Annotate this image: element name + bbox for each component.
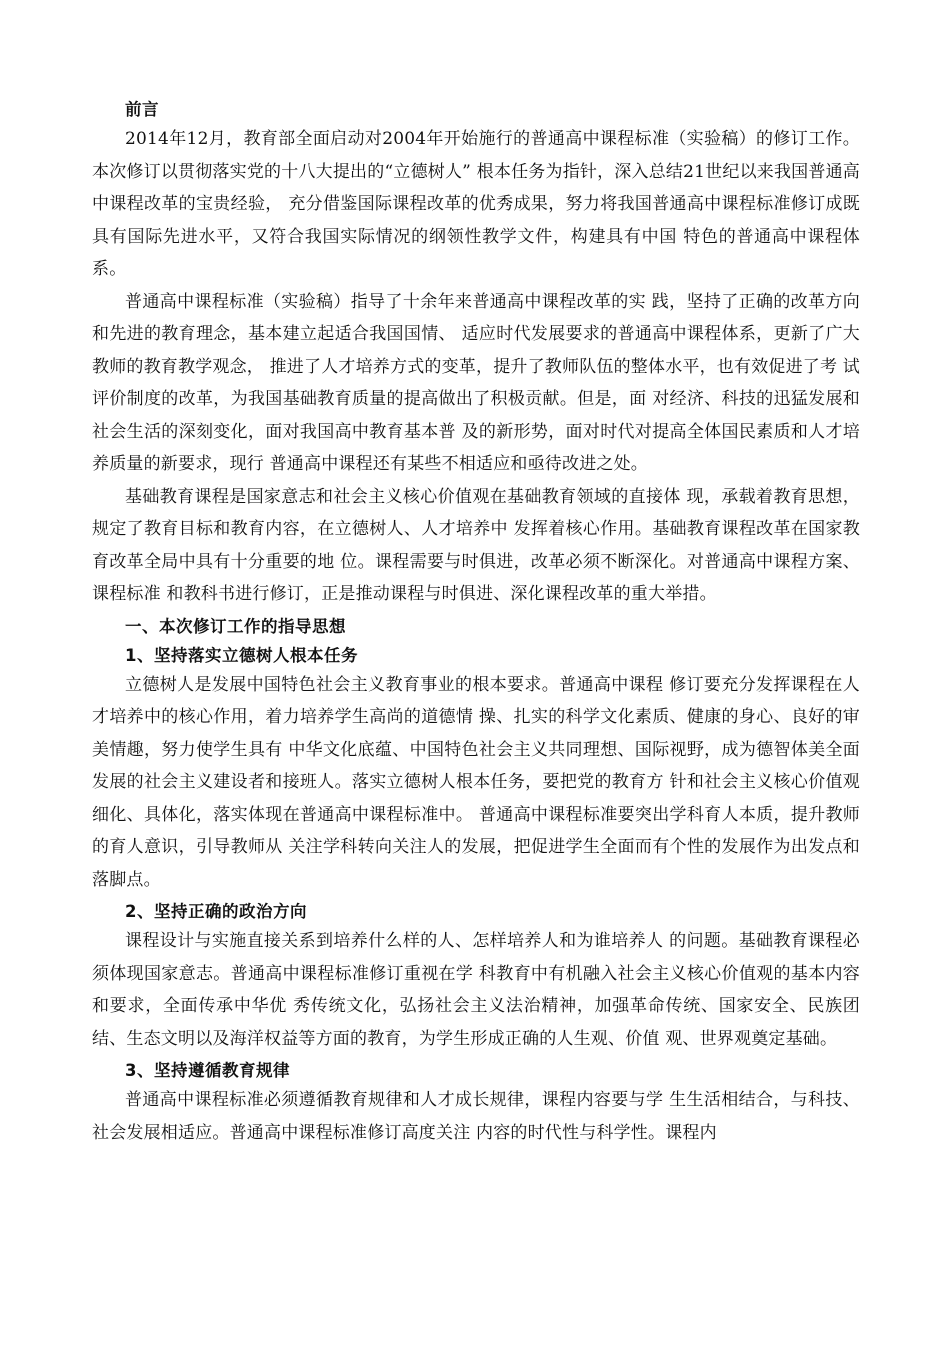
paragraph-5: 课程设计与实施直接关系到培养什么样的人、怎样培养人和为谁培养人 的问题。基础教育课程必须体现国家意志。普通高中课程标准修订重视在学 科教育中有机融入社会主义核心价值观的基本内容和要求，全面传承中华优 秀传统文化，弘扬社会主义法治精神，加强革命传统、国家安全、民族团 结、生态文明以及海洋权益等方面的教育，为学生形成正确的人生观、价值 观、世界观奠定基础。 — [92, 931, 860, 1049]
document-title: 前言 — [125, 100, 159, 119]
paragraph-4: 立德树人是发展中国特色社会主义教育事业的根本要求。普通高中课程 修订要充分发挥课程在人才培养中的核心作用，着力培养学生高尚的道德情 操、扎实的科学文化素质、健康的身心、良好的审美情趣，努力使学生具有 中华文化底蕴、中国特色社会主义共同理想、国际视野，成为德智体美全面 发展的社会主义建设者和接班人。落实立德树人根本任务，要把党的教育方 针和社会主义核心价值观细化、具体化，落实体现在普通高中课程标准中。 普通高中课程标准要突出学科育人本质，提升教师的育人意识，引导教师从 关注学科转向关注人的发展，把促进学生全面而有个性的发展作为出发点和 落脚点。 — [92, 674, 860, 890]
subsection-heading-3: 3、坚持遵循教育规律 — [125, 1061, 290, 1080]
paragraph-1: 2014年12月，教育部全面启动对2004年开始施行的普通高中课程标准（实验稿）的修订工作。本次修订以贯彻落实党的十八大提出的“立德树人” 根本任务为指针，深入总结21世纪以来我国普通高中课程改革的宝贵经验， 充分借鉴国际课程改革的优秀成果，努力将我国普通高中课程标准修订成既 具有国际先进水平，又符合我国实际情况的纲领性教学文件，构建具有中国 特色的普通高中课程体系。 — [92, 129, 860, 279]
subsection-heading-2: 2、坚持正确的政治方向 — [125, 902, 307, 921]
section-heading-1: 一、本次修订工作的指导思想 — [125, 616, 346, 636]
paragraph-2: 普通高中课程标准（实验稿）指导了十余年来普通高中课程改革的实 践，坚持了正确的改革方向和先进的教育理念，基本建立起适合我国国情、 适应时代发展要求的普通高中课程体系，更新了广大教师的教育教学观念， 推进了人才培养方式的变革，提升了教师队伍的整体水平，也有效促进了考 试评价制度的改革，为我国基础教育质量的提高做出了积极贡献。但是，面 对经济、科技的迅猛发展和社会生活的深刻变化，面对我国高中教育基本普 及的新形势，面对时代对提高全体国民素质和人才培养质量的新要求，现行 普通高中课程还有某些不相适应和亟待改进之处。 — [92, 291, 861, 474]
subsection-heading-1: 1、坚持落实立德树人根本任务 — [125, 645, 358, 665]
document-body — [92, 96, 860, 1149]
paragraph-3: 基础教育课程是国家意志和社会主义核心价值观在基础教育领域的直接体 现，承载着教育思想，规定了教育目标和教育内容，在立德树人、人才培养中 发挥着核心作用。基础教育课程改革在国家教育改革全局中具有十分重要的地 位。课程需要与时俱进，改革必须不断深化。对普通高中课程方案、课程标准 和教科书进行修订，正是推动课程与时俱进、深化课程改革的重大举措。 — [92, 486, 860, 604]
paragraph-6: 普通高中课程标准必须遵循教育规律和人才成长规律，课程内容要与学 生生活相结合，与科技、社会发展相适应。普通高中课程标准修订高度关注 内容的时代性与科学性。课程内 — [92, 1090, 860, 1143]
